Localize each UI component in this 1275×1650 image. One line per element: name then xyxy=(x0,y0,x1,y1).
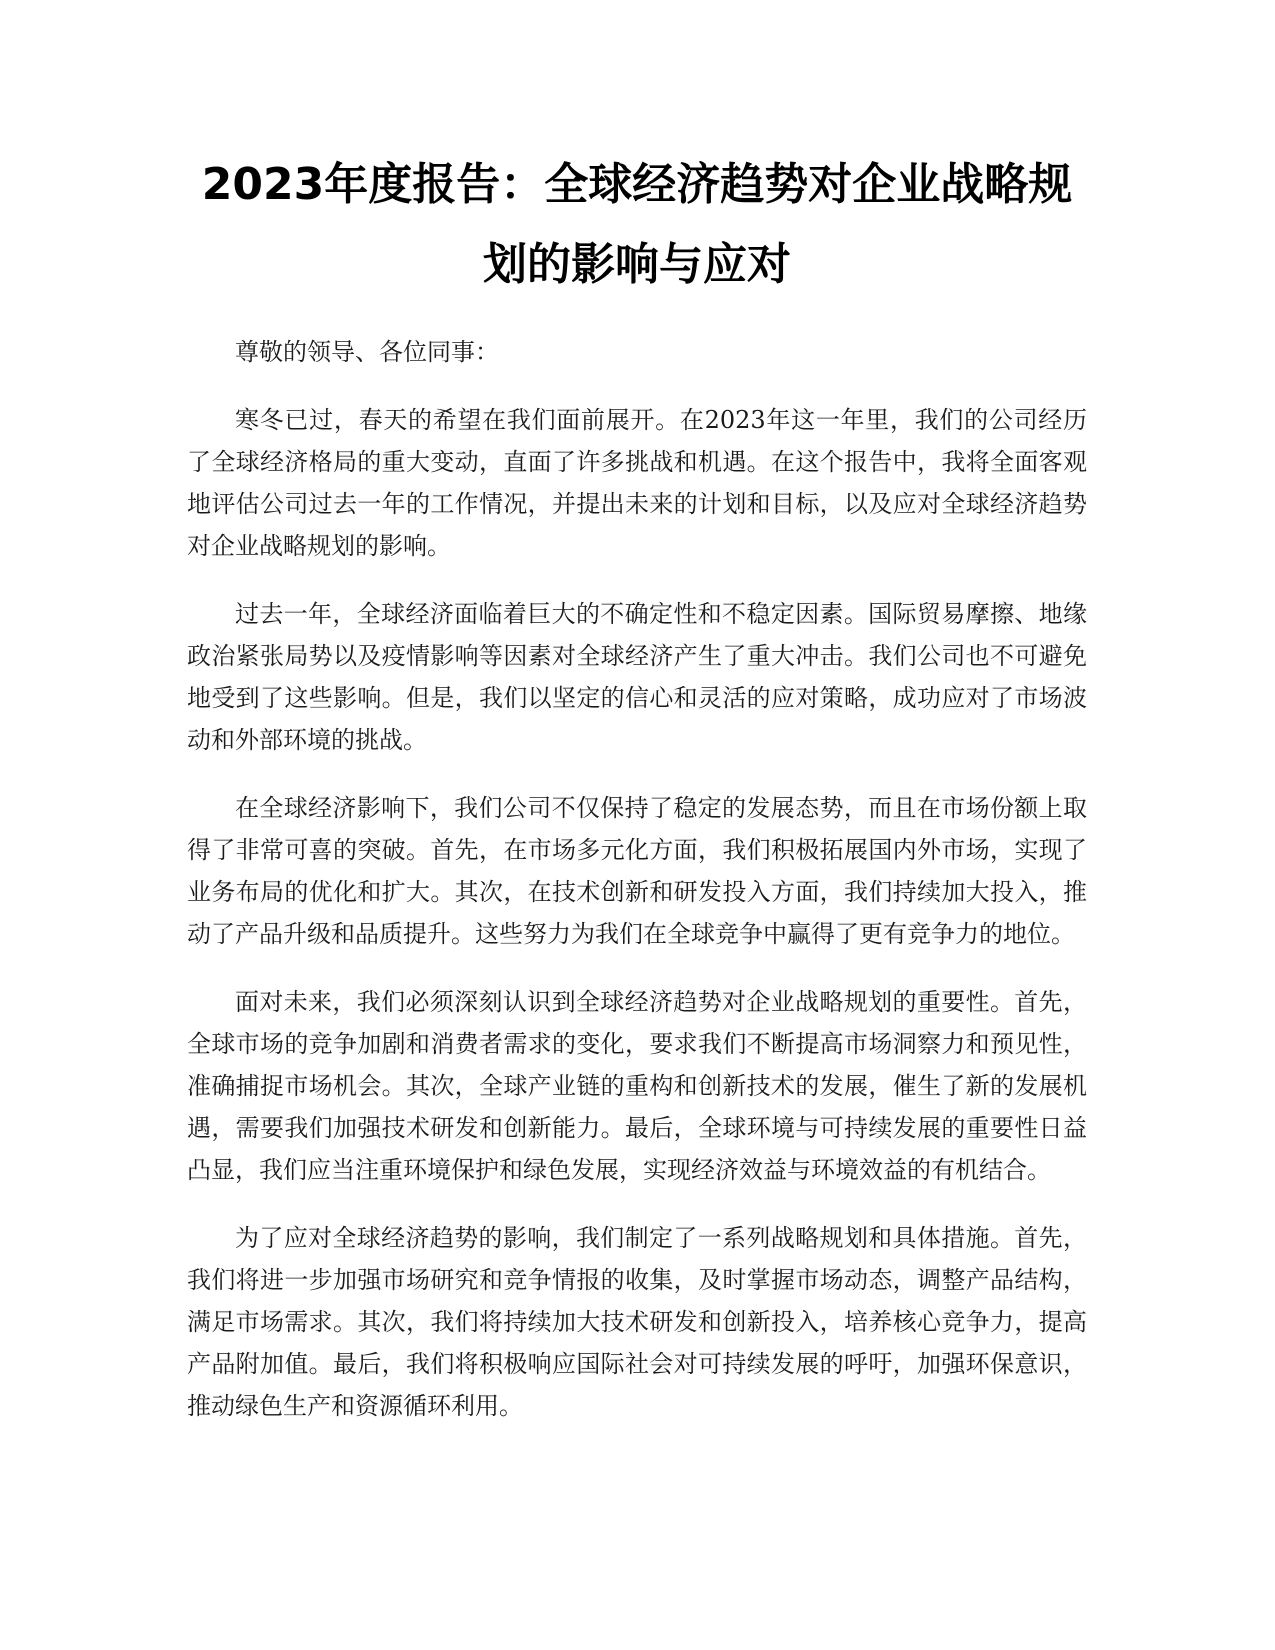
document-content xyxy=(187,145,1087,1453)
paragraph-future: 面对未来，我们必须深刻认识到全球经济趋势对企业战略规划的重要性。首先，全球市场的竞争加剧和消费者需求的变化，要求我们不断提高市场洞察力和预见性，准确捕捉市场机会。其次，全球产业链的重构和创新技术的发展，催生了新的发展机遇，需要我们加强技术研发和创新能力。最后，全球环境与可持续发展的重要性日益凸显，我们应当注重环境保护和绿色发展，实现经济效益与环境效益的有机结合。 xyxy=(187,988,1087,1184)
paragraph-past-year: 过去一年，全球经济面临着巨大的不确定性和不稳定因素。国际贸易摩擦、地缘政治紧张局势以及疫情影响等因素对全球经济产生了重大冲击。我们公司也不可避免地受到了这些影响。但是，我们以坚定的信心和灵活的应对策略，成功应对了市场波动和外部环境的挑战。 xyxy=(187,600,1087,754)
paragraph-salutation: 尊敬的领导、各位同事： xyxy=(235,338,499,366)
document-body xyxy=(187,331,1087,1427)
paragraph-achievements: 在全球经济影响下，我们公司不仅保持了稳定的发展态势，而且在市场份额上取得了非常可喜的突破。首先，在市场多元化方面，我们积极拓展国内外市场，实现了业务布局的优化和扩大。其次，在技术创新和研发投入方面，我们持续加大投入，推动了产品升级和品质提升。这些努力为我们在全球竞争中赢得了更有竞争力的地位。 xyxy=(187,794,1087,948)
document-title: 2023年度报告：全球经济趋势对企业战略规划的影响与应对 xyxy=(201,159,1073,290)
paragraph-strategy: 为了应对全球经济趋势的影响，我们制定了一系列战略规划和具体措施。首先，我们将进一步加强市场研究和竞争情报的收集，及时掌握市场动态，调整产品结构，满足市场需求。其次，我们将持续加大技术研发和创新投入，培养核心竞争力，提高产品附加值。最后，我们将积极响应国际社会对可持续发展的呼吁，加强环保意识，推动绿色生产和资源循环利用。 xyxy=(187,1224,1087,1420)
paragraph-intro: 寒冬已过，春天的希望在我们面前展开。在2023年这一年里，我们的公司经历了全球经济格局的重大变动，直面了许多挑战和机遇。在这个报告中，我将全面客观地评估公司过去一年的工作情况，并提出未来的计划和目标，以及应对全球经济趋势对企业战略规划的影响。 xyxy=(187,406,1087,560)
